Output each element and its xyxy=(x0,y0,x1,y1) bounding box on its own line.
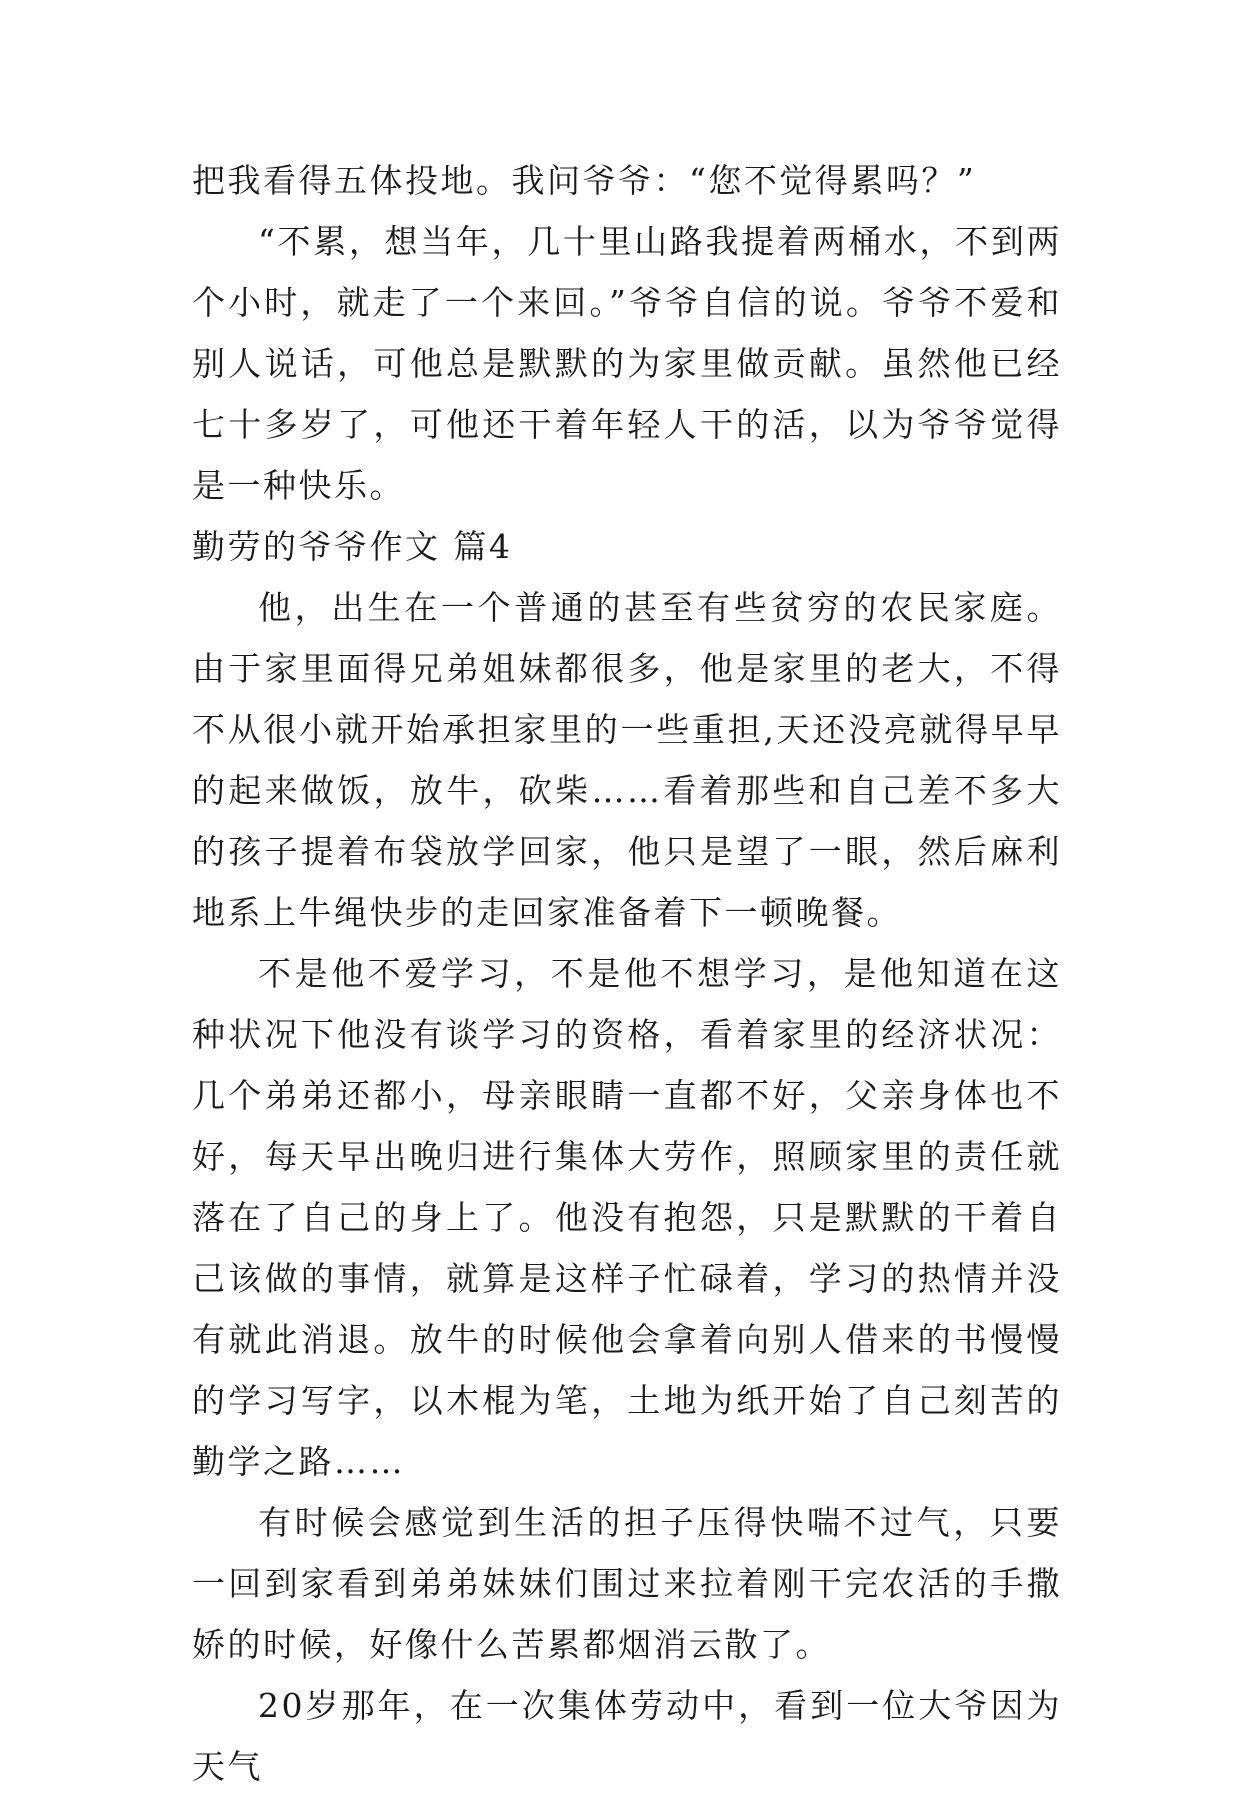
paragraph-study: 不是他不爱学习，不是他不想学习，是他知道在这种状况下他没有谈学习的资格，看着家里的经济状况：几个弟弟还都小，母亲眼睛一直都不好，父亲身体也不好，每天早出晚归进行集体大劳作，照顾家里的责任就落在了自己的身上了。他没有抱怨，只是默默的干着自己该做的事情，就算是这样子忙碌着，学习的热情并没有就此消退。放牛的时候他会拿着向别人借来的书慢慢的学习写字，以木棍为笔，土地为纸开始了自己刻苦的勤学之路…… xyxy=(192,954,1062,1481)
paragraph-age-twenty: 20岁那年，在一次集体劳动中，看到一位大爷因为天气 xyxy=(192,1686,1062,1786)
paragraph-continuation: 把我看得五体投地。我问爷爷：“您不觉得累吗？” xyxy=(192,161,977,200)
paragraph-childhood: 他，出生在一个普通的甚至有些贫穷的农民家庭。由于家里面得兄弟姐妹都很多，他是家里的老大，不得不从很小就开始承担家里的一些重担,天还没亮就得早早的起来做饭，放牛，砍柴……看着那些和自己差不多大的孩子提着布袋放学回家，他只是望了一眼，然后麻利地系上牛绳快步的走回家准备着下一顿晚餐。 xyxy=(192,588,1062,932)
paragraph-burden: 有时候会感觉到生活的担子压得快喘不过气，只要一回到家看到弟弟妹妹们围过来拉着刚干完农活的手撒娇的时候，好像什么苦累都烟消云散了。 xyxy=(192,1503,1062,1664)
section-heading: 勤劳的爷爷作文 篇4 xyxy=(192,527,513,566)
paragraph-grandpa-reply: “不累，想当年，几十里山路我提着两桶水，不到两个小时，就走了一个来回。”爷爷自信的说。爷爷不爱和别人说话，可他总是默默的为家里做贡献。虽然他已经七十多岁了，可他还干着年轻人干的活，以为爷爷觉得是一种快乐。 xyxy=(192,222,1062,505)
document-body xyxy=(192,150,1062,1797)
